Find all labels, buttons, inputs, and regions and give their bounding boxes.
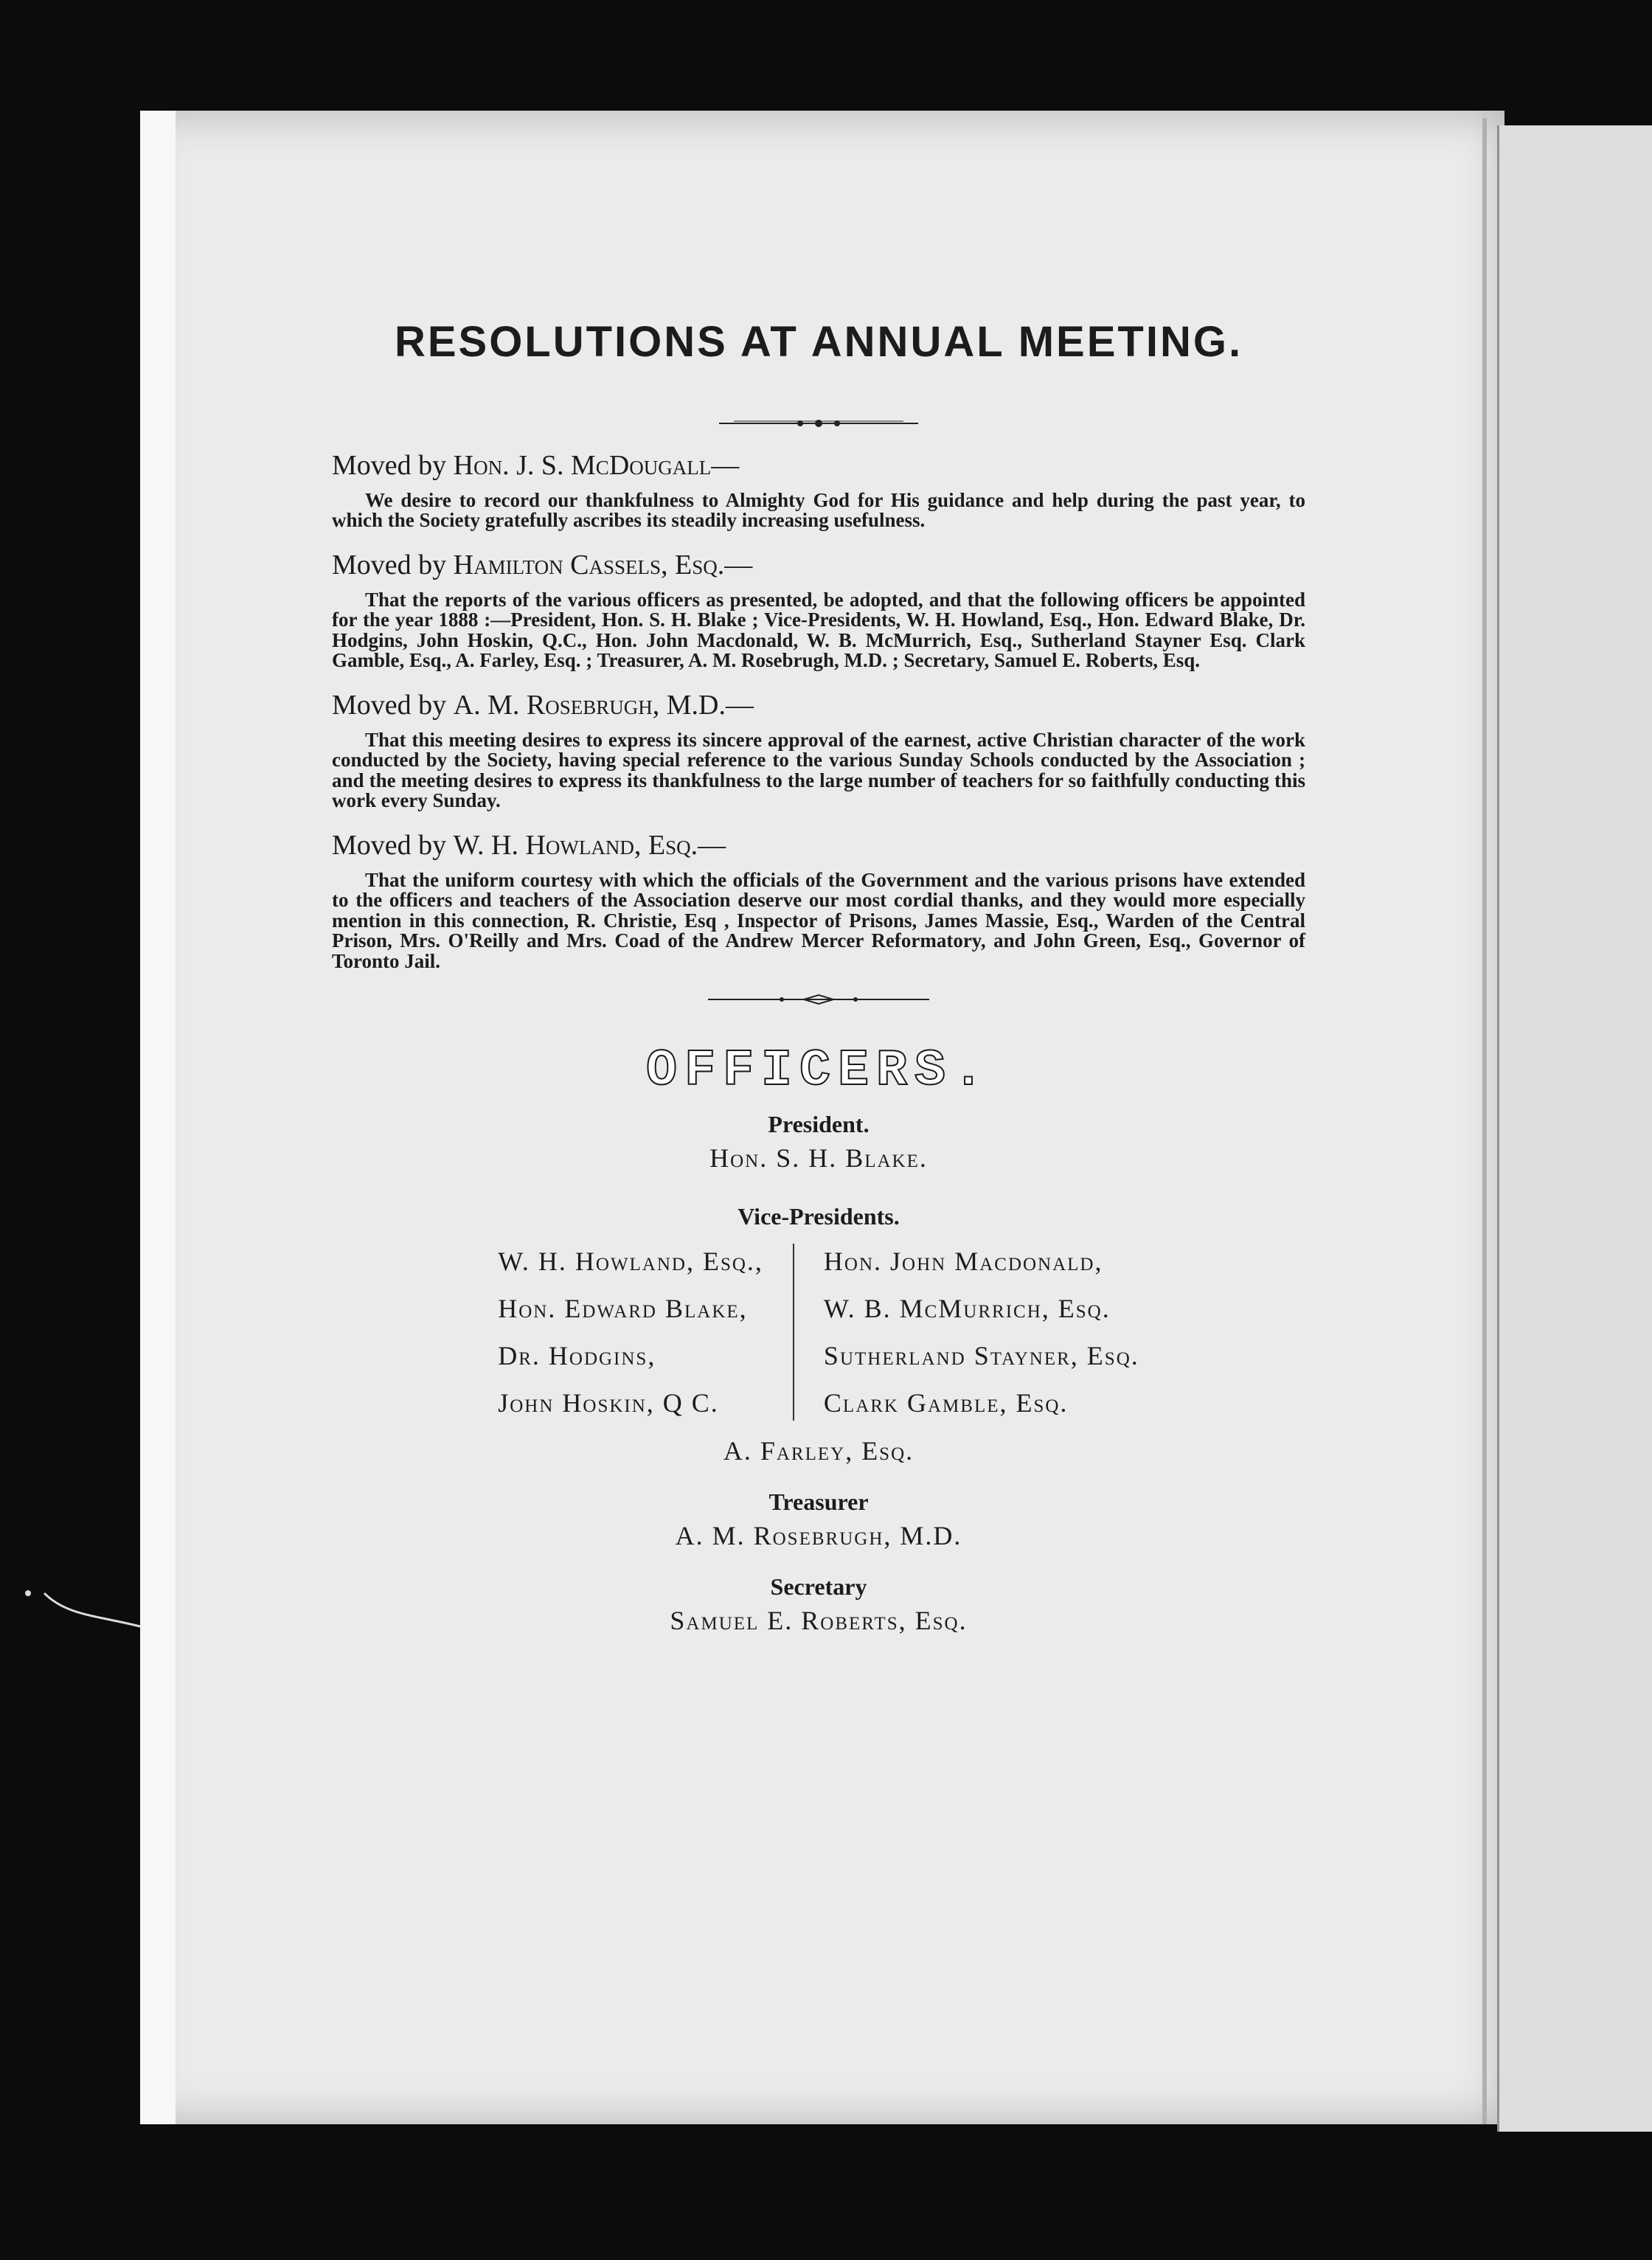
resolution-2 [332, 550, 1305, 671]
treasurer-name: A. M. Rosebrugh, M.D. [675, 1521, 962, 1551]
mover-line [332, 831, 1305, 862]
vice-presidents-list [332, 1238, 1305, 1427]
officers-heading: OFFICERS. [645, 1042, 992, 1101]
page-edge [140, 111, 176, 2124]
mover-line [332, 451, 1305, 482]
mover-name: Hamilton Cassels, Esq.— [453, 549, 753, 580]
president-label: President. [768, 1111, 870, 1138]
vice-president-name: John Hoskin, Q C. [498, 1388, 719, 1418]
mover-prefix: Moved by [332, 689, 447, 721]
resolution-text: That this meeting desires to express its sincere approval of the earnest, active Christian character of the work conducted by the Society, having special reference to the various Sunday Schools conducted by the Association ; and the meeting desires to express its thankfulness to the large number of teachers for so faithfully conducting this work every Sunday. [332, 728, 1305, 812]
president-name: Hon. S. H. Blake. [709, 1143, 928, 1174]
resolution-4 [332, 831, 1305, 971]
treasurer-label: Treasurer [768, 1488, 869, 1516]
facing-page [1497, 125, 1652, 2132]
mover-prefix: Moved by [332, 450, 447, 481]
page-content [332, 317, 1305, 1648]
vice-president-name: Clark Gamble, Esq. [823, 1388, 1069, 1418]
vice-president-name: Dr. Hodgins, [498, 1341, 656, 1371]
vice-president-farley: A. Farley, Esq. [723, 1436, 914, 1466]
mover-name: W. H. Howland, Esq.— [453, 829, 726, 861]
secretary-label: Secretary [770, 1573, 867, 1601]
divider-ornament-top [719, 418, 918, 429]
mover-name: A. M. Rosebrugh, M.D.— [453, 689, 754, 721]
resolution-1 [332, 451, 1305, 531]
page-fold [1482, 118, 1487, 2124]
resolution-text: That the uniform courtesy with which the officials of the Government and the various prisons have extended to the officers and teachers of the Association deserve our most cordial thanks, and they would more especially mention in this connection, R. Christie, Esq , Inspector of Prisons, James Massie, Esq., Warden of the Central Prison, Mrs. O'Reilly and Mrs. Coad of the Andrew Mercer Reformatory, and John Green, Esq., Governor of Toronto Jail. [332, 868, 1305, 972]
scan-artifact-mark [15, 1571, 148, 1630]
vice-presidents-left-column [468, 1238, 793, 1427]
vice-presidents-label: Vice-Presidents. [738, 1203, 900, 1230]
secretary-name: Samuel E. Roberts, Esq. [670, 1606, 968, 1636]
mover-line [332, 690, 1305, 721]
vice-president-name: W. H. Howland, Esq., [498, 1247, 763, 1277]
resolution-text: That the reports of the various officers as presented, be adopted, and that the following officers be appointed for the year 1888 :—President, Hon. S. H. Blake ; Vice-Presidents, W. H. Howland, Esq., Hon. Edward Blake, Dr. Hodgins, John Hoskin, Q.C., Hon. John Macdonald, W. B. McMurrich, Esq., Sutherland Stayner Esq. Clark Gamble, Esq., A. Farley, Esq. ; Treasurer, A. M. Rosebrugh, M.D. ; Secretary, Samuel E. Roberts, Esq. [332, 588, 1305, 672]
mover-prefix: Moved by [332, 829, 447, 861]
mover-prefix: Moved by [332, 549, 447, 580]
vice-presidents-right-column [794, 1238, 1169, 1427]
vice-president-name: Hon. John Macdonald, [823, 1247, 1103, 1277]
resolution-text: We desire to record our thankfulness to Almighty God for His guidance and help during the past year, to which the Society gratefully ascribes its steadily increasing usefulness. [332, 488, 1305, 532]
mover-line [332, 550, 1305, 581]
page-title: RESOLUTIONS AT ANNUAL MEETING. [394, 318, 1243, 366]
vice-president-name: Hon. Edward Blake, [498, 1294, 748, 1324]
divider-ornament-middle [708, 994, 929, 1005]
mover-name: Hon. J. S. McDougall— [453, 450, 740, 481]
resolution-3 [332, 690, 1305, 811]
vice-president-name: Sutherland Stayner, Esq. [823, 1341, 1139, 1371]
vice-president-name: W. B. McMurrich, Esq. [823, 1294, 1111, 1324]
